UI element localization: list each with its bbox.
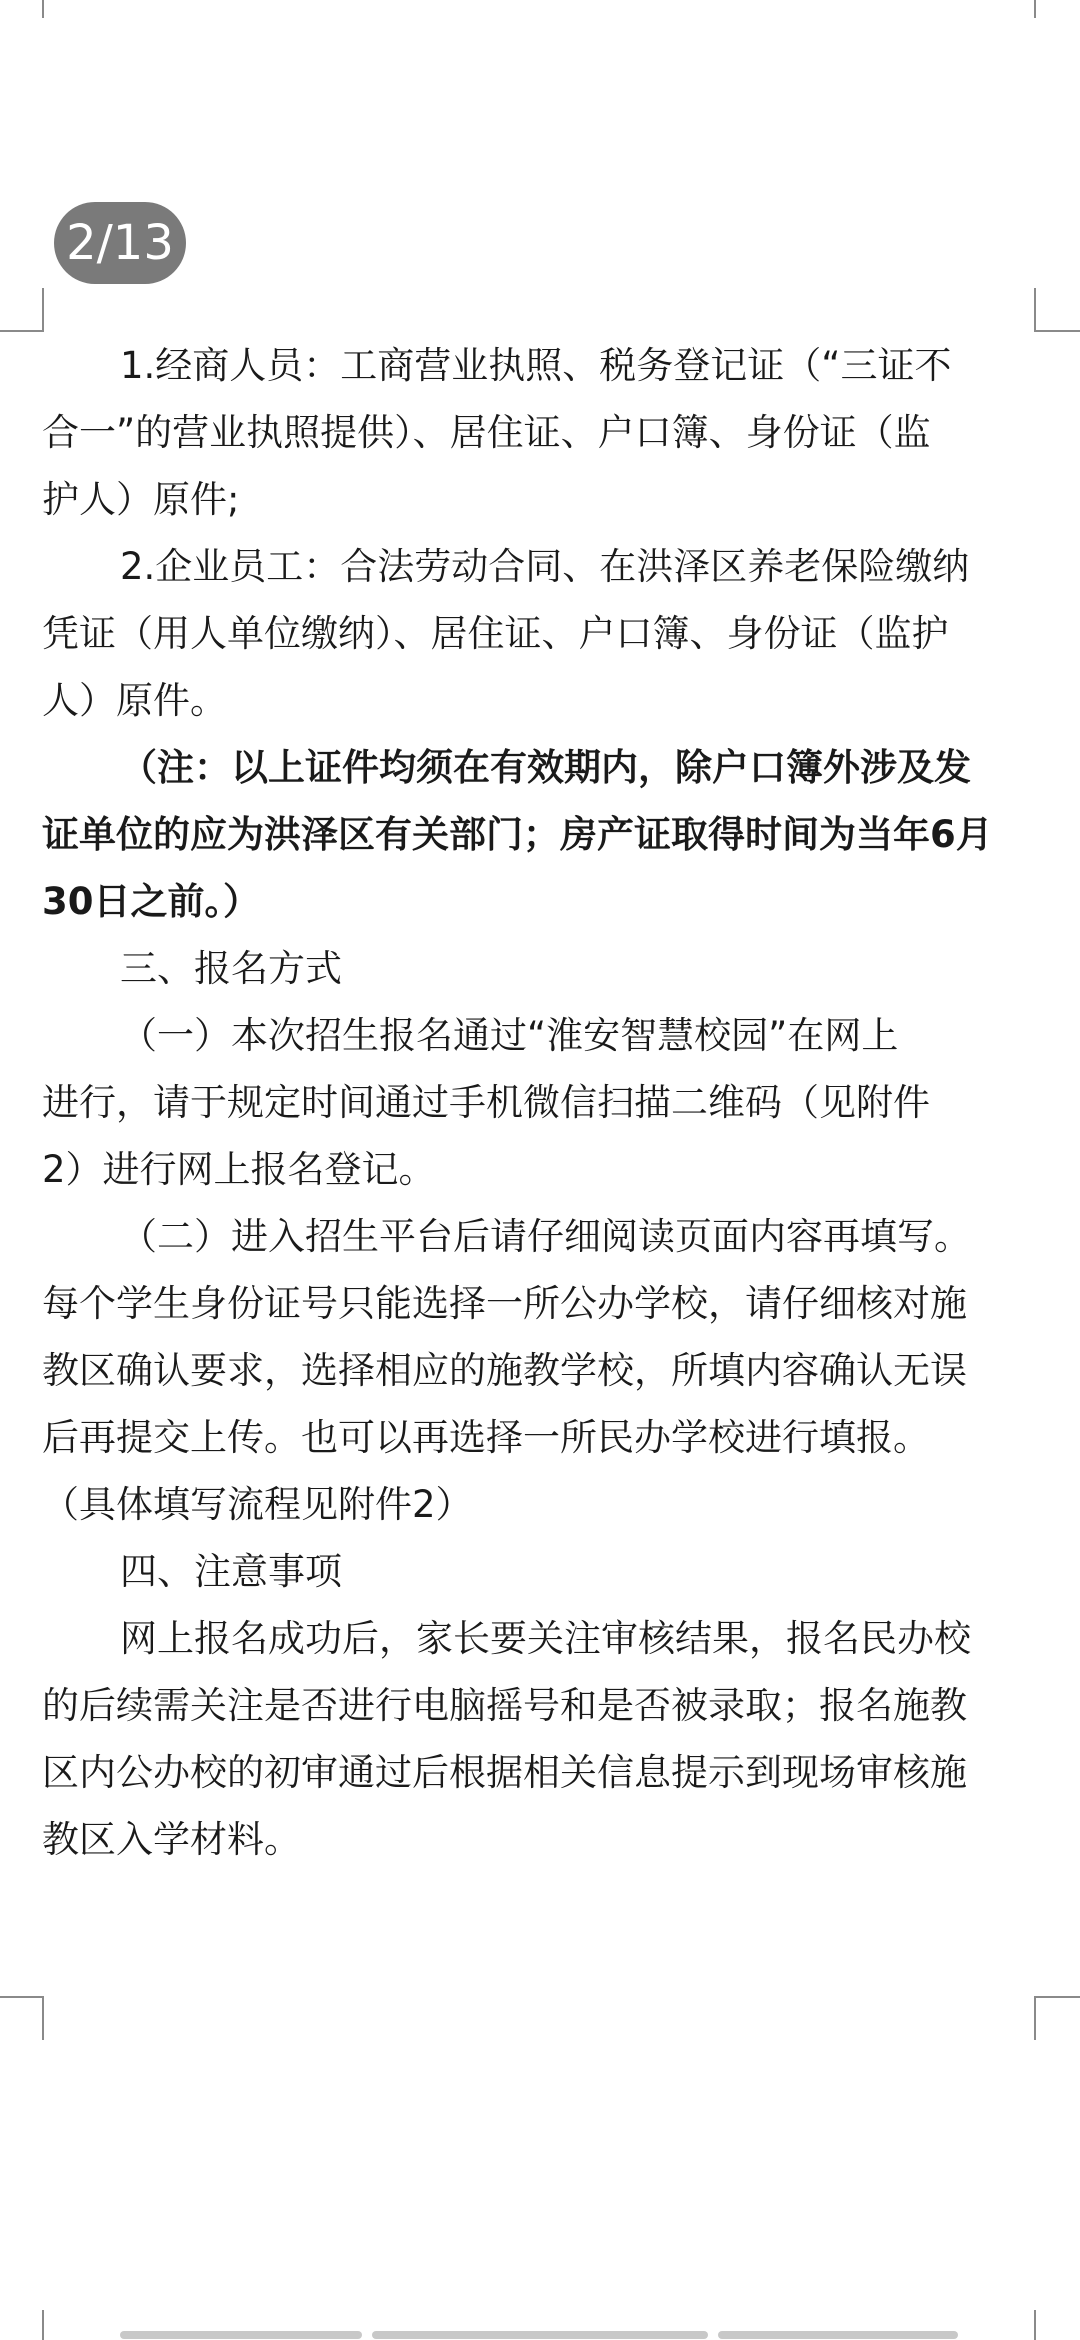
doc-line: 1.经商人员：工商营业执照、税务登记证（“三证不 — [120, 344, 952, 387]
doc-note-line: 证单位的应为洪泽区有关部门；房产证取得时间为当年6月 — [42, 813, 993, 856]
doc-note-line: （注：以上证件均须在有效期内，除户口簿外涉及发 — [120, 746, 971, 789]
doc-line: 的后续需关注是否进行电脑摇号和是否被录取；报名施教 — [42, 1684, 967, 1727]
crop-mark — [42, 1996, 44, 2040]
doc-line: 2.企业员工：合法劳动合同、在洪泽区养老保险缴纳 — [120, 545, 970, 588]
doc-line: 凭证（用人单位缴纳）、居住证、户口簿、身份证（监护 — [42, 612, 949, 655]
crop-mark — [1034, 2310, 1036, 2340]
crop-mark — [1034, 1996, 1080, 1998]
doc-line: 每个学生身份证号只能选择一所公办学校，请仔细核对施 — [42, 1282, 967, 1325]
crop-mark — [0, 330, 44, 332]
doc-line: 合一”的营业执照提供）、居住证、户口簿、身份证（监 — [42, 411, 931, 454]
doc-line: （一）本次招生报名通过“淮安智慧校园”在网上 — [120, 1014, 899, 1057]
doc-line: 护人）原件; — [42, 478, 240, 521]
crop-mark — [1034, 0, 1036, 18]
section-heading: 四、注意事项 — [120, 1550, 342, 1593]
scroll-indicator-segment[interactable] — [372, 2331, 708, 2339]
doc-line: 后再提交上传。也可以再选择一所民办学校进行填报。 — [42, 1416, 930, 1459]
crop-mark — [0, 1996, 44, 1998]
crop-mark — [1034, 288, 1036, 332]
crop-mark — [1034, 1996, 1036, 2040]
scroll-indicator-segment[interactable] — [718, 2331, 958, 2339]
document-body — [42, 332, 1042, 1873]
doc-line: 人）原件。 — [42, 679, 227, 722]
doc-line: 2）进行网上报名登记。 — [42, 1148, 436, 1191]
crop-mark — [42, 2310, 44, 2340]
doc-line: 教区入学材料。 — [42, 1818, 301, 1861]
doc-line: 区内公办校的初审通过后根据相关信息提示到现场审核施 — [42, 1751, 967, 1794]
doc-line: （具体填写流程见附件2） — [42, 1483, 473, 1526]
crop-mark — [42, 0, 44, 18]
doc-line: （二）进入招生平台后请仔细阅读页面内容再填写。 — [120, 1215, 971, 1258]
doc-line: 教区确认要求，选择相应的施教学校，所填内容确认无误 — [42, 1349, 967, 1392]
page-indicator-badge: 2/13 — [54, 202, 186, 284]
doc-line: 网上报名成功后，家长要关注审核结果，报名民办校 — [120, 1617, 971, 1660]
doc-note-line: 30日之前。） — [42, 880, 260, 923]
crop-mark — [42, 288, 44, 332]
section-heading: 三、报名方式 — [120, 947, 342, 990]
scroll-indicator-segment[interactable] — [120, 2331, 362, 2339]
doc-line: 进行，请于规定时间通过手机微信扫描二维码（见附件 — [42, 1081, 930, 1124]
